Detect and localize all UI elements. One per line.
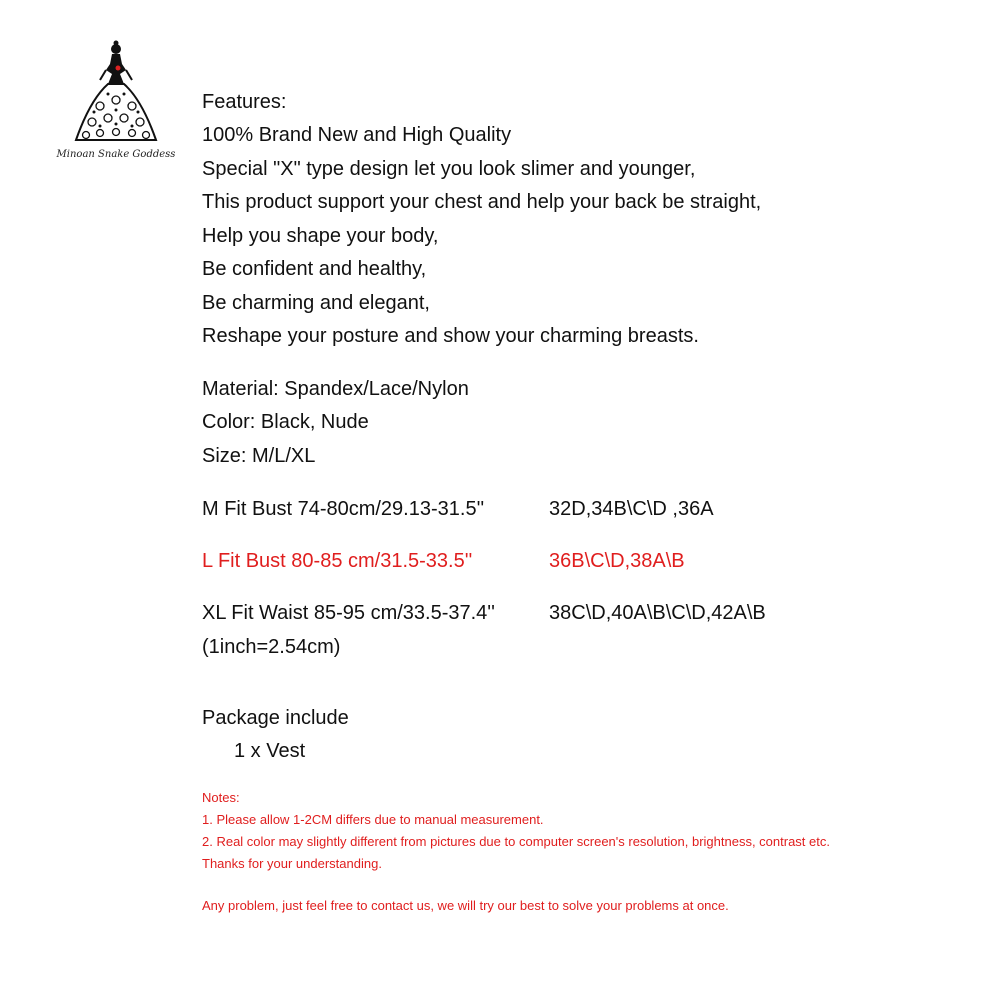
feature-line: Be charming and elegant, — [202, 292, 430, 314]
size-spec: Size: M/L/XL — [202, 445, 316, 467]
notes-heading: Notes: — [202, 790, 240, 805]
size-row-cups-highlight: 36B\C\D,38A\B — [549, 550, 685, 572]
note-line: 1. Please allow 1-2CM differs due to manual measurement. — [202, 812, 544, 827]
logo-text: Minoan Snake Goddess — [56, 149, 176, 160]
feature-line: 100% Brand New and High Quality — [202, 124, 512, 146]
feature-line: Help you shape your body, — [202, 225, 439, 247]
size-row-fit: XL Fit Waist 85-95 cm/33.5-37.4'' — [202, 602, 495, 624]
feature-line: Reshape your posture and show your charming breasts. — [202, 325, 699, 347]
unit-conversion: (1inch=2.54cm) — [202, 636, 341, 658]
feature-line: Be confident and healthy, — [202, 258, 427, 280]
color-spec: Color: Black, Nude — [202, 411, 369, 433]
size-row-fit-highlight: L Fit Bust 80-85 cm/31.5-33.5'' — [202, 550, 473, 572]
package-heading: Package include — [202, 707, 349, 729]
feature-line: This product support your chest and help your back be straight, — [202, 191, 762, 213]
features-heading: Features: — [202, 91, 287, 113]
note-line: Thanks for your understanding. — [202, 856, 382, 871]
size-row-cups: 38C\D,40A\B\C\D,42A\B — [549, 602, 766, 624]
goddess-silhouette-icon — [70, 40, 162, 146]
brand-logo — [48, 40, 184, 170]
note-line: 2. Real color may slightly different from pictures due to computer screen's resolution, brightness, contrast etc. — [202, 834, 830, 849]
closing-note: Any problem, just feel free to contact us, we will try our best to solve your problems at once. — [202, 898, 729, 913]
feature-line: Special "X" type design let you look slimer and younger, — [202, 158, 696, 180]
material-spec: Material: Spandex/Lace/Nylon — [202, 378, 469, 400]
size-row-fit: M Fit Bust 74-80cm/29.13-31.5'' — [202, 498, 485, 520]
size-row-cups: 32D,34B\C\D ,36A — [549, 498, 714, 520]
package-item: 1 x Vest — [234, 740, 306, 762]
